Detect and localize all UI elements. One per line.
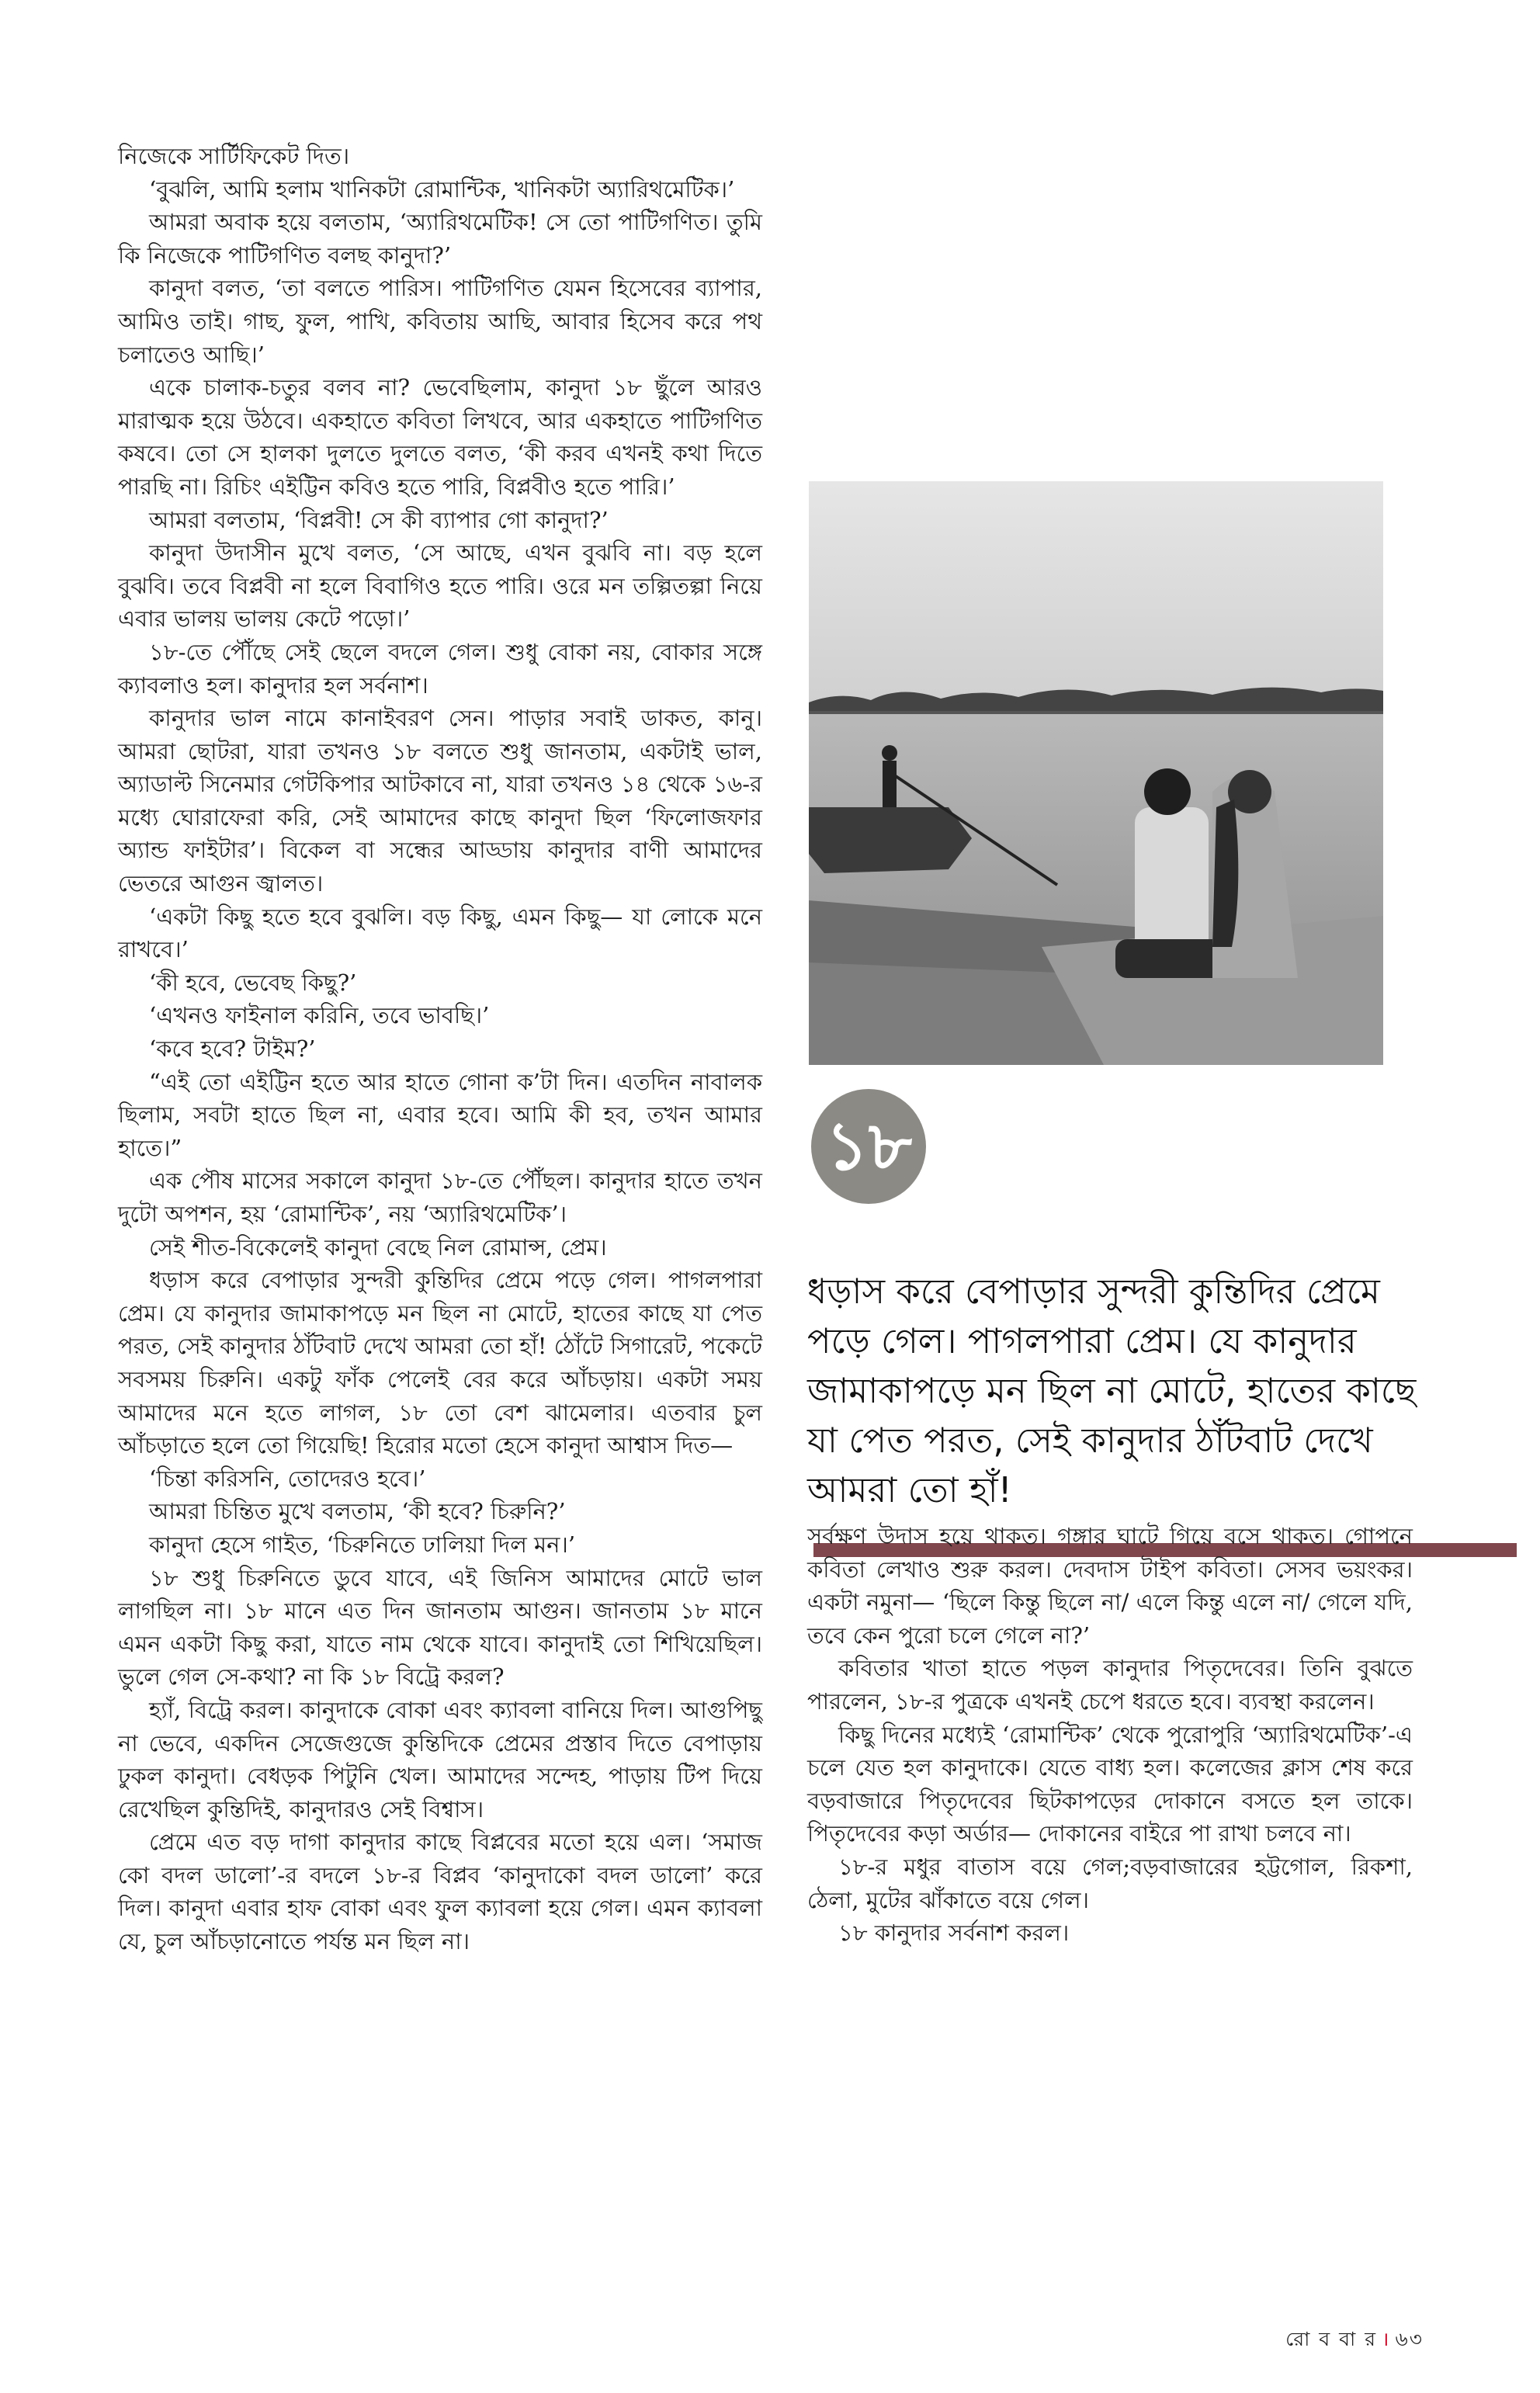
paragraph: ১৮-তে পৌঁছে সেই ছেলে বদলে গেল। শুধু বোকা নয়, বোকার সঙ্গে ক্যাবলাও হল। কানুদার হল সর্বনাশ। xyxy=(118,638,762,699)
page-footer xyxy=(1285,2324,1424,2357)
paragraph: ধড়াস করে বেপাড়ার সুন্দরী কুন্তিদির প্রেমে পড়ে গেল। পাগলপারা প্রেম। যে কানুদার জামাকাপড়ে মন ছিল না মোটে, হাতের কাছে যা পেত পরত, সেই কানুদার ঠাঁটবাট দেখে আমরা তো হাঁ! ঠোঁটে সিগারেট, পকেটে সবসময় চিরুনি। একটু ফাঁক পেলেই বের করে আঁচড়ায়। একটা সময় আমাদের মনে হতে লাগল, ১৮ তো বেশ ঝামেলার। এতবার চুল আঁচড়াতে হলে তো গিয়েছি! হিরোর মতো হেসে কানুদা আশ্বাস দিত— xyxy=(118,1267,762,1459)
paragraph: কিছু দিনের মধ্যেই ‘রোমান্টিক’ থেকে পুরোপুরি ‘অ্যারিথমেটিক’-এ চলে যেত হল কানুদাকে। যেতে বাধ্য হল। কলেজের ক্লাস শেষ করে বড়বাজারে পিতৃদেবের ছিটকাপড়ের দোকানে বসতে হল তাকে। পিতৃদেবের কড়া অর্ডার— দোকানের বাইরে পা রাখা চলবে না। xyxy=(807,1721,1413,1847)
page-number: ৬৩ xyxy=(1395,2328,1424,2350)
paragraph: আমরা চিন্তিত মুখে বলতাম, ‘কী হবে? চিরুনি?’ xyxy=(149,1498,566,1525)
left-article-column xyxy=(118,140,762,1958)
paragraph: কানুদার ভাল নামে কানাইবরণ সেন। পাড়ার সবাই ডাকত, কানু। আমরা ছোটরা, যারা তখনও ১৮ বলতে শুধু জানতাম, একটাই ভাল, অ্যাডাল্ট সিনেমার গেটকিপার আটকাবে না, যারা তখনও ১৪ থেকে ১৬-র মধ্যে ঘোরাফেরা করি, সেই আমাদের কাছে কানুদা ছিল ‘ফিলোজফার অ্যান্ড ফাইটার’। বিকেল বা সন্ধের আড্ডায় কানুদার বাণী আমাদের ভেতরে আগুন জ্বালত। xyxy=(118,705,762,897)
logo-text: ১৮ xyxy=(825,1108,912,1185)
paragraph: ‘কবে হবে? টাইম?’ xyxy=(149,1035,316,1063)
paragraph: একে চালাক-চতুর বলব না? ভেবেছিলাম, কানুদা ১৮ ছুঁলে আরও মারাত্মক হয়ে উঠবে। একহাতে কবিতা লিখবে, আর একহাতে পাটিগণিত কষবে। তো সে হালকা দুলতে দুলতে বলত, ‘কী করব এখনই কথা দিতে পারছি না। রিচিং এইট্টিন কবিও হতে পারি, বিপ্লবীও হতে পারি।’ xyxy=(118,374,762,500)
paragraph: ‘একটা কিছু হতে হবে বুঝলি। বড় কিছু, এমন কিছু— যা লোকে মনে রাখবে।’ xyxy=(118,903,762,963)
pull-quote: ধড়াস করে বেপাড়ার সুন্দরী কুন্তিদির প্রেমে পড়ে গেল। পাগলপারা প্রেম। যে কানুদার জামাকাপড়ে মন ছিল না মোটে, হাতের কাছে যা পেত পরত, সেই কানুদার ঠাঁটবাট দেখে আমরা তো হাঁ! xyxy=(807,1271,1417,1510)
paragraph: প্রেমে এত বড় দাগা কানুদার কাছে বিপ্লবের মতো হয়ে এল। ‘সমাজ কো বদল ডালো’-র বদলে ১৮-র বিপ্লব ‘কানুদাকো বদল ডালো’ করে দিল। কানুদা এবার হাফ বোকা এবং ফুল ক্যাবলা হয়ে গেল। এমন ক্যাবলা যে, চুল আঁচড়ানোতে পর্যন্ত মন ছিল না। xyxy=(118,1829,762,1955)
paragraph: কানুদা উদাসীন মুখে বলত, ‘সে আছে, এখন বুঝবি না। বড় হলে বুঝবি। তবে বিপ্লবী না হলে বিবাগিও হতে পারি। ওরে মন তল্পিতল্পা নিয়ে এবার ভালয় ভালয় কেটে পড়ো।’ xyxy=(118,539,762,633)
footer-separator: । xyxy=(1382,2328,1391,2350)
paragraph: ১৮-র মধুর বাতাস বয়ে গেল;বড়বাজারের হট্টগোল, রিকশা, ঠেলা, মুটের ঝাঁকাতে বয়ে গেল। xyxy=(807,1853,1413,1913)
right-article-column xyxy=(807,1520,1413,1950)
paragraph: ‘চিন্তা করিসনি, তোদেরও হবে।’ xyxy=(149,1465,426,1492)
paragraph: নিজেকে সার্টিফিকেট দিত। xyxy=(118,143,350,169)
paragraph: আমরা বলতাম, ‘বিপ্লবী! সে কী ব্যাপার গো কানুদা?’ xyxy=(149,506,609,533)
paragraph: কানুদা বলত, ‘তা বলতে পারিস। পাটিগণিত যেমন হিসেবের ব্যাপার, আমিও তাই। গাছ, ফুল, পাখি, কবিতায় আছি, আবার হিসেব করে পথ চলাতেও আছি।’ xyxy=(118,275,762,368)
paragraph: হ্যাঁ, বিট্রে করল। কানুদাকে বোকা এবং ক্যাবলা বানিয়ে দিল। আগুপিছু না ভেবে, একদিন সেজেগুজে কুন্তিদিকে প্রেমের প্রস্তাব দিতে বেপাড়ায় ঢুকল কানুদা। বেধড়ক পিটুনি খেল। আমাদের সন্দেহ, পাড়ায় টিপ দিয়ে রেখেছিল কুন্তিদিই, কানুদারও সেই বিশ্বাস। xyxy=(118,1696,762,1822)
paragraph: ‘বুঝলি, আমি হলাম খানিকটা রোমান্টিক, খানিকটা অ্যারিথমেটিক।’ xyxy=(149,175,735,203)
river-ghat-photo xyxy=(809,481,1383,1065)
paragraph: ১৮ শুধু চিরুনিতে ডুবে যাবে, এই জিনিস আমাদের মোটে ভাল লাগছিল না। ১৮ মানে এত দিন জানতাম আগুন। জানতাম ১৮ মানে এমন একটা কিছু করা, যাতে নাম থেকে যাবে। কানুদাই তো শিখিয়েছিল। ভুলে গেল সে-কথা? না কি ১৮ বিট্রে করল? xyxy=(118,1564,762,1691)
paragraph: সর্বক্ষণ উদাস হয়ে থাকত। গঙ্গার ঘাটে গিয়ে বসে থাকত। গোপনে কবিতা লেখাও শুরু করল। দেবদাস টাইপ কবিতা। সেসব ভয়ংকর। একটা নমুনা— ‘ছিলে কিন্তু ছিলে না/ এলে কিন্তু এলে না/ গেলে যদি, তবে কেন পুরো চলে গেলে না?’ xyxy=(807,1523,1413,1649)
paragraph: এক পৌষ মাসের সকালে কানুদা ১৮-তে পৌঁছল। কানুদার হাতে তখন দুটো অপশন, হয় ‘রোমান্টিক’, নয় ‘অ্যারিথমেটিক’। xyxy=(118,1167,762,1227)
paragraph: কানুদা হেসে গাইত, ‘চিরুনিতে ঢালিয়া দিল মন।’ xyxy=(149,1531,576,1558)
paragraph: “এই তো এইট্টিন হতে আর হাতে গোনা ক’টা দিন। এতদিন নাবালক ছিলাম, সবটা হাতে ছিল না, এবার হবে। আমি কী হব, তখন আমার হাতে।” xyxy=(118,1068,762,1161)
paragraph: আমরা অবাক হয়ে বলতাম, ‘অ্যারিথমেটিক! সে তো পাটিগণিত। তুমি কি নিজেকে পাটিগণিত বলছ কানুদা?’ xyxy=(118,209,762,269)
eighteen-logo xyxy=(810,1088,927,1205)
paragraph: কবিতার খাতা হাতে পড়ল কানুদার পিতৃদেবের। তিনি বুঝতে পারলেন, ১৮-র পুত্রকে এখনই চেপে ধরতে হবে। ব্যবস্থা করলেন। xyxy=(807,1655,1413,1715)
magazine-name: রো ব বা র xyxy=(1285,2328,1377,2350)
paragraph: সেই শীত-বিকেলেই কানুদা বেছে নিল রোমান্স, প্রেম। xyxy=(149,1233,607,1261)
paragraph: ‘কী হবে, ভেবেছ কিছু?’ xyxy=(149,969,357,996)
paragraph: ১৮ কানুদার সর্বনাশ করল। xyxy=(838,1920,1070,1947)
photo-illustration xyxy=(809,481,1383,1065)
paragraph: ‘এখনও ফাইনাল করিনি, তবে ভাবছি।’ xyxy=(149,1002,490,1029)
